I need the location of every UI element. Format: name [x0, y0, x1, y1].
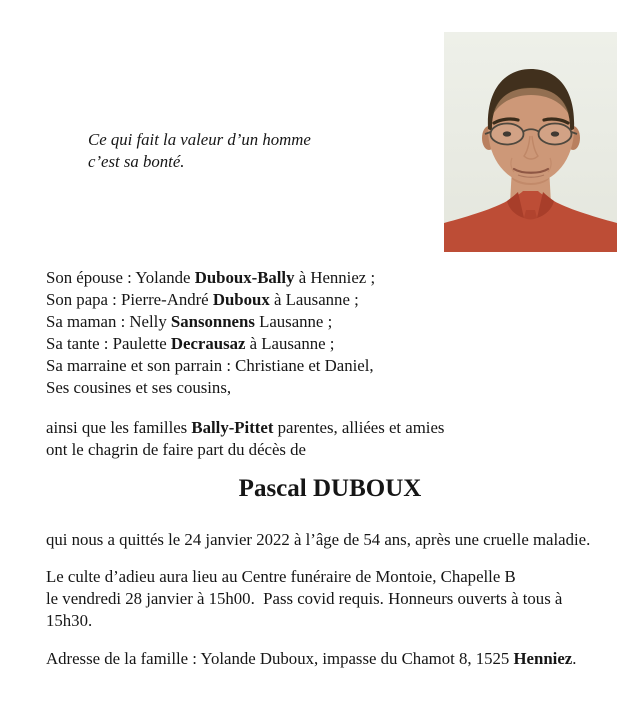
plain-text: ont le chagrin de faire part du décès de [46, 440, 306, 459]
text-line [46, 289, 375, 311]
text-line [46, 588, 562, 610]
emphasized-text: Sansonnens [170, 312, 255, 331]
emphasized-text: Duboux-Bally [194, 268, 295, 287]
text-line [46, 529, 590, 551]
plain-text: ainsi que les familles [46, 418, 192, 437]
plain-text: Ce qui fait la valeur d’un homme [88, 130, 311, 149]
plain-text: le vendredi 28 janvier à 15h00. Pass covid requis. Honneurs ouverts à tous à [46, 589, 563, 608]
plain-text: Sa maman : Nelly [46, 312, 171, 331]
deceased-name-title: Pascal DUBOUX [238, 475, 422, 502]
emphasized-text: Henniez [513, 649, 573, 668]
ceremony-details [46, 566, 562, 632]
epigraph-quote [88, 129, 311, 173]
text-line [46, 355, 375, 377]
plain-text: Lausanne ; [254, 312, 333, 331]
text-line [46, 267, 375, 289]
plain-text: à Henniez ; [294, 268, 376, 287]
plain-text: Le culte d’adieu aura lieu au Centre funéraire de Montoie, Chapelle B [46, 567, 516, 586]
intro-paragraph [46, 417, 444, 461]
text-line [46, 333, 375, 355]
plain-text: Ses cousines et ses cousins, [46, 378, 232, 397]
portrait-photo [444, 32, 617, 252]
emphasized-text: Decrausaz [170, 334, 246, 353]
death-statement [46, 529, 590, 551]
plain-text: 15h30. [46, 611, 93, 630]
plain-text: . [572, 649, 577, 668]
family-address [46, 648, 576, 670]
text-line [46, 648, 576, 670]
plain-text: Son papa : Pierre-André [46, 290, 213, 309]
plain-text: Son épouse : Yolande [46, 268, 195, 287]
family-list [46, 267, 375, 399]
text-line [88, 151, 311, 173]
portrait-photo-graphic [444, 32, 617, 252]
text-line [88, 129, 311, 151]
plain-text: Sa marraine et son parrain : Christiane et Daniel, [46, 356, 374, 375]
collar-button-placket [524, 210, 537, 220]
text-line [46, 610, 562, 632]
plain-text: à Lausanne ; [245, 334, 335, 353]
plain-text: c’est sa bonté. [88, 152, 185, 171]
emphasized-text: Duboux [212, 290, 270, 309]
text-line [46, 566, 562, 588]
plain-text: Adresse de la famille : Yolande Duboux, impasse du Chamot 8, 1525 [46, 649, 514, 668]
plain-text: Sa tante : Paulette [46, 334, 171, 353]
emphasized-text: Bally-Pittet [191, 418, 274, 437]
text-line [46, 417, 444, 439]
plain-text: qui nous a quittés le 24 janvier 2022 à l’âge de 54 ans, après une cruelle maladie. [46, 530, 591, 549]
plain-text: à Lausanne ; [269, 290, 359, 309]
plain-text: parentes, alliées et amies [273, 418, 445, 437]
text-line [46, 311, 375, 333]
text-line [46, 439, 444, 461]
text-line [46, 377, 375, 399]
